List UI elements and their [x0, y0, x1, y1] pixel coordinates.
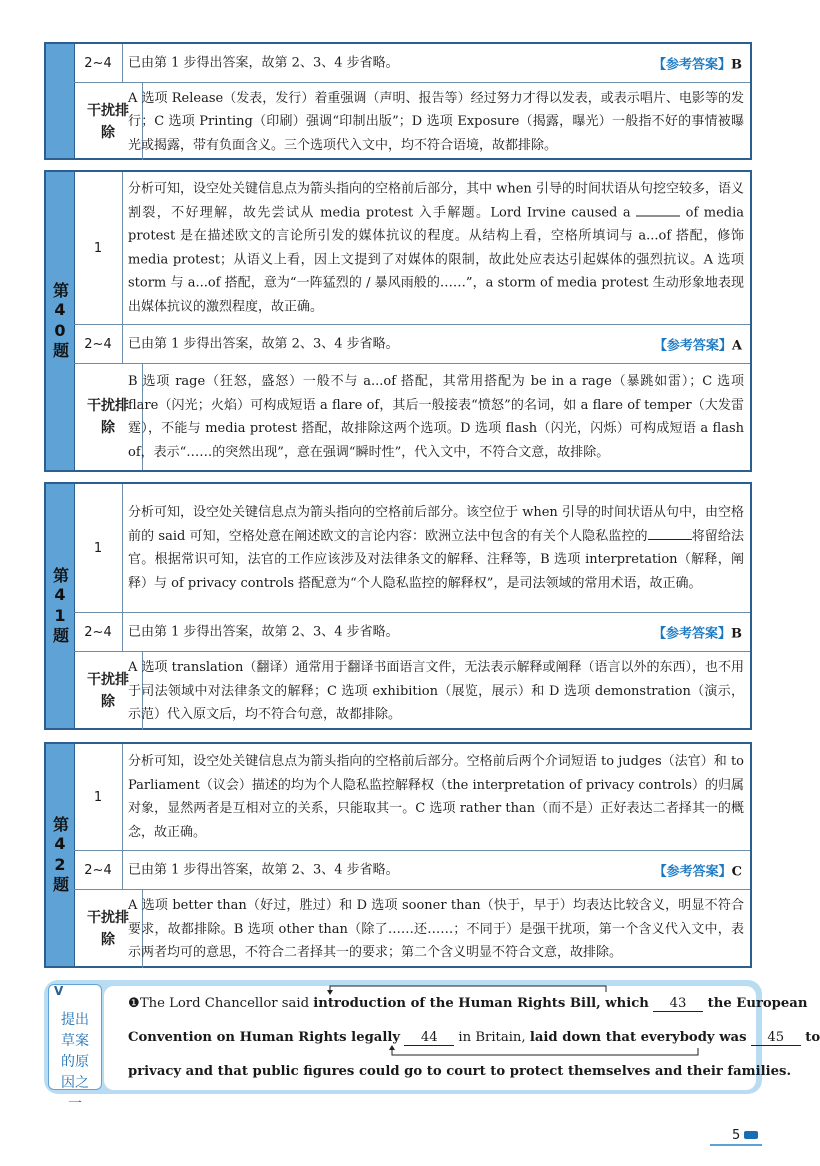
step-number: 1 [74, 744, 123, 850]
arrow-43 [330, 986, 606, 992]
step-number: 2~4 [74, 325, 123, 363]
step-number: 2~4 [74, 613, 123, 651]
step-text: 已由第 1 步得出答案，故第 2、3、4 步省略。 [128, 862, 399, 878]
distractor-text: A 选项 better than（好过，胜过）和 D 选项 sooner than（快于，早于）均表达比较含义，明显不符合要求，故都排除。B 选项 other than（除了……还……；不同于）是强干扰项，第一个含义代入文中，表示两者均可的意思，不符合二者择其一的要求；第二个含义明显不符合文意，故排除。 [128, 897, 744, 960]
reference-answer: 【参考答案】A [653, 338, 742, 354]
step-text: 已由第 1 步得出答案，故第 2、3、4 步省略。 [128, 624, 399, 640]
page-number: 5 [732, 1128, 741, 1143]
distractor-tag: 干扰排除 [74, 83, 143, 160]
step-text: 已由第 1 步得出答案，故第 2、3、4 步省略。 [128, 55, 399, 71]
passage-line-1: ❶The Lord Chancellor said introduction of the Human Rights Bill, which 43 the European [128, 996, 808, 1011]
section-v-mark: V [54, 984, 64, 998]
question-label: 第41题 [46, 484, 75, 728]
reference-answer: 【参考答案】B [652, 57, 742, 73]
blank-43: 43 [653, 996, 703, 1012]
reference-answer: 【参考答案】C [653, 864, 742, 880]
step-text: 已由第 1 步得出答案，故第 2、3、4 步省略。 [128, 336, 399, 352]
distractor-tag: 干扰排除 [74, 364, 143, 470]
step-text: 分析可知，设空处关键信息点为箭头指向的空格前后部分，其中 when 引导的时间状语从句挖空较多，语义割裂，不好理解，故先尝试从 media protest 入手解题。Lord Irvine caused a of media protest 是在描述欧文的言论所引发的媒体抗议的程度。从结构上看，空格所填词与 a...of 搭配，修饰 media protest；从语义上看，因上文提到了对媒体的限制，故此处应表达引起媒体的强烈抗议。A 选项 storm 与 a...of 搭配，意为“一阵猛烈的 / 暴风雨般的……”，a storm of media protest 生动形象地表现出媒体抗议的激烈程度，故正确。 [128, 181, 744, 314]
arrow-43-head [327, 990, 333, 995]
question-label: 第40题 [46, 172, 75, 470]
section-v-title: 提出草案的原因之一 [61, 1012, 89, 1112]
step-number: 2~4 [74, 44, 123, 82]
question-label: 第42题 [46, 744, 75, 966]
item-number: ❶ [128, 996, 140, 1011]
distractor-text: B 选项 rage（狂怒，盛怒）一般不与 a...of 搭配，其常用搭配为 be in a rage（暴跳如雷）；C 选项 flare（闪光；火焰）可构成短语 a flare of，其后一般接表“愤怒”的名词，如 a flare of temper（大发雷霆），不能与 media protest 搭配，故排除这两个选项。D 选项 flash（闪光，闪烁）可构成短语 a flash of，表示“……的突然出现”，意在强调“瞬时性”，代入文中，不符合文意，故排除。 [128, 374, 744, 460]
reference-answer: 【参考答案】B [652, 626, 742, 642]
step-number: 2~4 [74, 851, 123, 889]
book-icon [744, 1131, 758, 1139]
passage-line-3: privacy and that public figures could go to court to protect themselves and their families. [128, 1064, 792, 1079]
distractor-text: A 选项 translation（翻译）通常用于翻译书面语言文件，无法表示解释或阐释（语言以外的东西），也不用于司法领域中对法律条文的解释；C 选项 exhibition（展览，展示）和 D 选项 demonstration（演示，示范）代入原文后，均不符合句意，故都排除。 [128, 659, 744, 722]
passage-line-2: Convention on Human Rights legally 44 in Britain, laid down that everybody was 45 to [128, 1030, 820, 1045]
distractor-tag: 干扰排除 [74, 652, 143, 730]
step-number: 1 [74, 484, 123, 612]
step-text: 分析可知，设空处关键信息点为箭头指向的空格前后部分。该空位于 when 引导的时间状语从句中，由空格前的 said 可知，空格处意在阐述欧文的言论内容：欧洲立法中包含的有关个人隐私监控的 将留给法官。根据常识可知，法官的工作应该涉及对法律条文的解释、注释等，B 选项 interpretation（解释，阐释）与 of privacy controls 搭配意为“个人隐私监控的解释权”，是司法领域的常用术语，故正确。 [128, 505, 744, 591]
step-text: 分析可知，设空处关键信息点为箭头指向的空格前后部分。空格前后两个介词短语 to judges（法官）和 to Parliament（议会）描述的均为个人隐私监控解释权（the interpretation of privacy controls）的归属对象，显然两者是互相对立的关系，只能取其一。C 选项 rather than（而不是）正好表达二者择其一的概念，故正确。 [128, 754, 744, 840]
distractor-tag: 干扰排除 [74, 890, 143, 968]
arrow-44-45 [392, 1048, 698, 1055]
distractor-text: A 选项 Release（发表，发行）着重强调（声明、报告等）经过努力才得以发表，或表示唱片、电影等的发行；C 选项 Printing（印刷）强调“印制出版”；D 选项 Exposure（揭露，曝光）一般指不好的事情被曝光或揭露，带有负面含义。三个选项代入文中，均不符合语境，故都排除。 [128, 90, 744, 153]
step-number: 1 [74, 172, 123, 324]
blank-44: 44 [404, 1030, 454, 1046]
blank-45: 45 [751, 1030, 801, 1046]
footer-rule [710, 1144, 762, 1146]
